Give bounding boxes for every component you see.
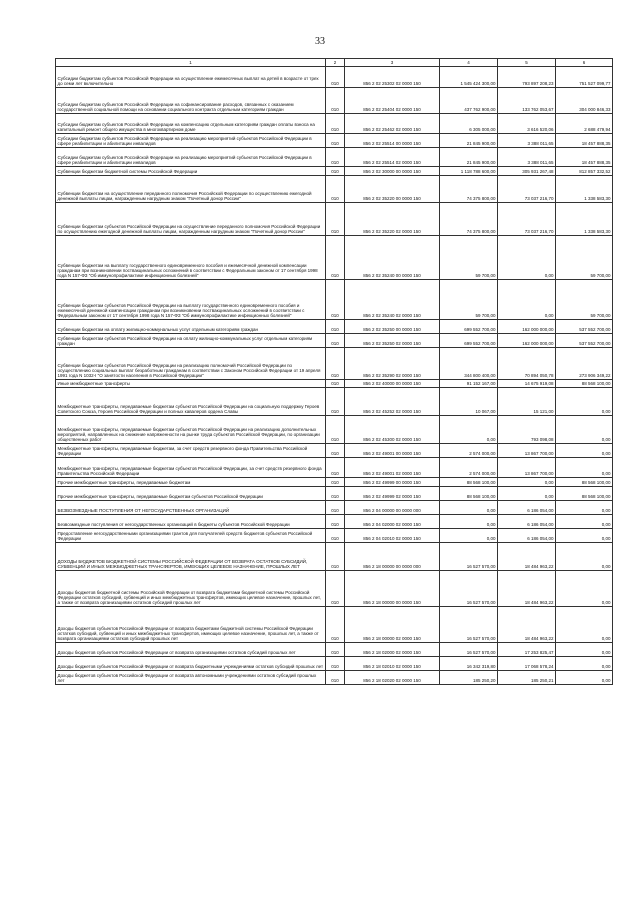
row-budget-code-cell: 856 2 02 49001 02 0000 150: [345, 458, 440, 478]
row-budget-code-cell: 856 2 18 00000 00 0000 000: [345, 543, 440, 571]
table-row: [56, 320, 613, 334]
row-name-cell: Доходы бюджетов субъектов Российской Федерации от возврата автономными учреждениями остатков субсидий прошлых лет: [56, 671, 326, 685]
row-approved-cell: 59 700,00: [440, 280, 498, 320]
table-row: [56, 444, 613, 458]
row-approved-cell: 185 250,20: [440, 671, 498, 685]
row-unexecuted-cell: 273 906 349,22: [556, 348, 613, 380]
row-approved-cell: 91 152 167,00: [440, 380, 498, 388]
row-name-cell: Безвозмездные поступления от негосударственных организаций в бюджеты субъектов Российской Федерации: [56, 515, 326, 529]
row-approved-cell: 21 845 900,00: [440, 148, 498, 167]
row-line-code-cell: 010: [326, 388, 345, 416]
row-unexecuted-cell: 0,00: [556, 657, 613, 671]
column-header: 2: [326, 59, 345, 67]
row-unexecuted-cell: 59 700,00: [556, 236, 613, 280]
table-row: [56, 458, 613, 478]
row-name-cell: Субсидии бюджетам субъектов Российской Федерации на реализацию мероприятий субъектов Российской Федерации в сфере реабилитации и абилитации инвалидов: [56, 134, 326, 148]
row-name-cell: Субвенции бюджетам на осуществление переданного полномочия Российской Федерации по осуществлению ежегодной денежной выплаты лицам, награжденным нагрудным знаком "Почетный донор России": [56, 176, 326, 203]
row-budget-code-cell: 856 2 18 02000 02 0000 150: [345, 643, 440, 657]
row-name-cell: Субвенции бюджетам на оплату жилищно-коммунальных услуг отдельным категориям граждан: [56, 320, 326, 334]
table-row: [56, 114, 613, 134]
row-line-code-cell: 010: [326, 134, 345, 148]
row-line-code-cell: 010: [326, 571, 345, 607]
row-unexecuted-cell: 0,00: [556, 571, 613, 607]
row-name-cell: Предоставление негосударственными организациями грантов для получателей средств бюджетов субъектов Российской Федерации: [56, 529, 326, 543]
row-unexecuted-cell: 537 552 700,00: [556, 320, 613, 334]
row-unexecuted-cell: 0,00: [556, 515, 613, 529]
table-row: [56, 543, 613, 571]
row-budget-code-cell: 856 2 02 35220 00 0000 150: [345, 176, 440, 203]
row-budget-code-cell: 856 2 18 02010 02 0000 150: [345, 657, 440, 671]
row-line-code-cell: 010: [326, 529, 345, 543]
table-row: [56, 487, 613, 501]
table-row: [56, 334, 613, 348]
row-unexecuted-cell: 0,00: [556, 444, 613, 458]
row-unexecuted-cell: 537 552 700,00: [556, 334, 613, 348]
row-line-code-cell: 010: [326, 236, 345, 280]
row-name-cell: ДОХОДЫ БЮДЖЕТОВ БЮДЖЕТНОЙ СИСТЕМЫ РОССИЙСКОЙ ФЕДЕРАЦИИ ОТ ВОЗВРАТА ОСТАТКОВ СУБСИДИЙ, СУБВЕНЦИЙ И ИНЫХ МЕЖБЮДЖЕТНЫХ ТРАНСФЕРТОВ, ИМЕЮЩИХ ЦЕЛЕВОЕ НАЗНАЧЕНИЕ, ПРОШЛЫХ ЛЕТ: [56, 543, 326, 571]
row-unexecuted-cell: 0,00: [556, 458, 613, 478]
row-line-code-cell: 010: [326, 280, 345, 320]
row-budget-code-cell: 856 2 02 25462 02 0000 150: [345, 114, 440, 134]
row-name-cell: Доходы бюджетов субъектов Российской Федерации от возврата бюджетными учреждениями остатков субсидий прошлых лет: [56, 657, 326, 671]
row-line-code-cell: 010: [326, 380, 345, 388]
row-executed-cell: 793 897 208,23: [498, 67, 556, 88]
row-budget-code-cell: 856 2 02 30000 00 0000 150: [345, 167, 440, 176]
row-budget-code-cell: 856 2 02 25514 00 0000 150: [345, 134, 440, 148]
row-line-code-cell: 010: [326, 501, 345, 515]
table-row: [56, 280, 613, 320]
row-name-cell: Субвенции бюджетам на выплату государственного единовременного пособия и ежемесячной денежной компенсации гражданам при возникновении поствакцинальных осложнений в соответствии с Федеральным законом от 17 сентября 1998 года N 157-ФЗ "Об иммунопрофилактике инфекционных болезней": [56, 236, 326, 280]
table-row: [56, 515, 613, 529]
row-name-cell: Субвенции бюджетам бюджетной системы Российской Федерации: [56, 167, 326, 176]
table-row: [56, 388, 613, 416]
row-approved-cell: 437 762 900,00: [440, 88, 498, 114]
row-budget-code-cell: 856 2 02 25514 02 0000 150: [345, 148, 440, 167]
budget-report-table: [55, 58, 613, 685]
row-name-cell: Субсидии бюджетам субъектов Российской Федерации на осуществление ежемесячных выплат на детей в возрасте от трех до семи лет включительно: [56, 67, 326, 88]
table-row: [56, 671, 613, 685]
row-executed-cell: 162 000 000,00: [498, 334, 556, 348]
row-line-code-cell: 010: [326, 334, 345, 348]
row-executed-cell: 3 388 011,65: [498, 148, 556, 167]
row-budget-code-cell: 856 2 02 49999 02 0000 150: [345, 487, 440, 501]
row-executed-cell: 3 616 520,06: [498, 114, 556, 134]
row-line-code-cell: 010: [326, 176, 345, 203]
row-line-code-cell: 010: [326, 67, 345, 88]
report-body: [56, 67, 613, 685]
row-line-code-cell: 010: [326, 643, 345, 657]
row-line-code-cell: 010: [326, 607, 345, 643]
row-unexecuted-cell: 812 857 332,52: [556, 167, 613, 176]
row-line-code-cell: 010: [326, 114, 345, 134]
row-approved-cell: 2 574 000,00: [440, 458, 498, 478]
row-executed-cell: 17 068 578,24: [498, 657, 556, 671]
column-header: 1: [56, 59, 326, 67]
row-executed-cell: 14 675 919,08: [498, 380, 556, 388]
table-row: [56, 134, 613, 148]
row-budget-code-cell: 856 2 04 02000 02 0000 150: [345, 515, 440, 529]
row-name-cell: Субвенции бюджетам субъектов Российской Федерации на осуществление переданного полномочия Российской Федерации по осуществлению ежегодной денежной выплаты лицам, награжденным нагрудным знаком "Почетный донор России": [56, 203, 326, 236]
row-executed-cell: 15 121,00: [498, 388, 556, 416]
table-row: [56, 88, 613, 114]
column-header: 5: [498, 59, 556, 67]
row-line-code-cell: 010: [326, 148, 345, 167]
row-line-code-cell: 010: [326, 444, 345, 458]
row-executed-cell: 185 250,21: [498, 671, 556, 685]
row-budget-code-cell: 856 2 02 35250 00 0000 150: [345, 320, 440, 334]
row-unexecuted-cell: 88 568 100,00: [556, 478, 613, 487]
row-executed-cell: 6 186 054,00: [498, 529, 556, 543]
table-row: [56, 416, 613, 444]
row-name-cell: Доходы бюджетов субъектов Российской Федерации от возврата бюджетами бюджетной системы Российской Федерации остатков субсидий, субвенций и иных межбюджетных трансфертов, имеющих целевое назначение, прошлых лет, а также от возврата организациями остатков субсидий прошлых лет: [56, 607, 326, 643]
row-unexecuted-cell: 304 000 846,33: [556, 88, 613, 114]
row-budget-code-cell: 856 2 02 45300 02 0000 150: [345, 416, 440, 444]
row-unexecuted-cell: 18 457 888,35: [556, 134, 613, 148]
row-unexecuted-cell: 0,00: [556, 643, 613, 657]
table-row: [56, 236, 613, 280]
table-row: [56, 348, 613, 380]
row-unexecuted-cell: 88 568 100,00: [556, 380, 613, 388]
row-line-code-cell: 010: [326, 416, 345, 444]
row-unexecuted-cell: 0,00: [556, 529, 613, 543]
row-budget-code-cell: 856 2 04 00000 00 0000 000: [345, 501, 440, 515]
page-number: 33: [315, 36, 325, 47]
row-name-cell: Прочие межбюджетные трансферты, передаваемые бюджетам субъектов Российской Федерации: [56, 487, 326, 501]
row-executed-cell: 73 037 216,70: [498, 176, 556, 203]
column-header: 6: [556, 59, 613, 67]
row-approved-cell: 344 800 400,00: [440, 348, 498, 380]
row-budget-code-cell: 856 2 02 25404 02 0000 150: [345, 88, 440, 114]
row-name-cell: Субвенции бюджетам субъектов Российской Федерации на выплату государственного единовременного пособия и ежемесячной денежной компенсации гражданам при возникновении поствакцинальных осложнений в соответствии с Федеральным законом от 17 сентября 1998 года N 157-ФЗ "Об иммунопрофилактике инфекционных болезней": [56, 280, 326, 320]
row-executed-cell: 70 894 050,78: [498, 348, 556, 380]
row-name-cell: Субсидии бюджетам субъектов Российской Федерации на компенсацию отдельным категориям граждан оплаты взноса на капитальный ремонт общего имущества в многоквартирном доме: [56, 114, 326, 134]
row-unexecuted-cell: 0,00: [556, 388, 613, 416]
table-row: [56, 529, 613, 543]
row-line-code-cell: 010: [326, 88, 345, 114]
row-executed-cell: 305 931 267,48: [498, 167, 556, 176]
row-approved-cell: 0,00: [440, 515, 498, 529]
table-row: [56, 657, 613, 671]
row-unexecuted-cell: 0,00: [556, 607, 613, 643]
table-row: [56, 203, 613, 236]
row-executed-cell: 73 037 216,70: [498, 203, 556, 236]
table-row: [56, 478, 613, 487]
row-executed-cell: 162 000 000,00: [498, 320, 556, 334]
table-row: [56, 167, 613, 176]
row-approved-cell: 16 527 570,00: [440, 643, 498, 657]
row-approved-cell: 1 545 424 300,00: [440, 67, 498, 88]
row-name-cell: Иные межбюджетные трансферты: [56, 380, 326, 388]
row-approved-cell: 21 845 900,00: [440, 134, 498, 148]
row-approved-cell: 16 527 570,00: [440, 543, 498, 571]
table-row: [56, 148, 613, 167]
row-approved-cell: 16 527 570,00: [440, 607, 498, 643]
row-approved-cell: 74 375 800,00: [440, 203, 498, 236]
row-unexecuted-cell: 88 568 100,00: [556, 487, 613, 501]
row-name-cell: Межбюджетные трансферты, передаваемые бюджетам субъектов Российской Федерации на реализацию дополнительных мероприятий, направленных на снижение напряженности на рынке труда субъектов Российской Федерации, по организации общественных работ: [56, 416, 326, 444]
row-executed-cell: 17 253 825,47: [498, 643, 556, 657]
row-budget-code-cell: 856 2 02 45252 02 0000 150: [345, 388, 440, 416]
row-approved-cell: 74 375 800,00: [440, 176, 498, 203]
row-approved-cell: 2 574 000,00: [440, 444, 498, 458]
row-budget-code-cell: 856 2 02 35240 00 0000 150: [345, 236, 440, 280]
row-executed-cell: 0,00: [498, 478, 556, 487]
row-executed-cell: 18 484 963,22: [498, 543, 556, 571]
row-executed-cell: 133 762 053,67: [498, 88, 556, 114]
row-executed-cell: 13 867 700,00: [498, 444, 556, 458]
table-row: [56, 607, 613, 643]
row-executed-cell: 6 186 054,00: [498, 501, 556, 515]
row-approved-cell: 699 552 700,00: [440, 320, 498, 334]
column-header: 3: [345, 59, 440, 67]
row-executed-cell: 0,00: [498, 280, 556, 320]
row-approved-cell: 16 342 319,80: [440, 657, 498, 671]
table-row: [56, 67, 613, 88]
row-budget-code-cell: 856 2 02 35240 02 0000 150: [345, 280, 440, 320]
row-approved-cell: 16 527 570,00: [440, 571, 498, 607]
row-executed-cell: 6 186 054,00: [498, 515, 556, 529]
row-line-code-cell: 010: [326, 203, 345, 236]
row-line-code-cell: 010: [326, 671, 345, 685]
row-executed-cell: 18 484 963,22: [498, 607, 556, 643]
row-name-cell: Межбюджетные трансферты, передаваемые бюджетам субъектов Российской Федерации на социальную поддержку Героев Советского Союза, Героев Российской Федерации и полных кавалеров ордена Славы: [56, 388, 326, 416]
row-unexecuted-cell: 1 338 583,30: [556, 203, 613, 236]
row-name-cell: Субвенции бюджетам субъектов Российской Федерации на реализацию полномочий Российской Федерации по осуществлению социальных выплат безработным гражданам в соответствии с Законом Российской Федерации от 19 апреля 1991 года N 1032-I "О занятости населения в Российской Федерации": [56, 348, 326, 380]
row-approved-cell: 699 552 700,00: [440, 334, 498, 348]
column-header: 4: [440, 59, 498, 67]
row-budget-code-cell: 856 2 02 49001 00 0000 150: [345, 444, 440, 458]
row-approved-cell: 6 305 000,00: [440, 114, 498, 134]
row-budget-code-cell: 856 2 02 35220 02 0000 150: [345, 203, 440, 236]
table-row: [56, 380, 613, 388]
row-budget-code-cell: 856 2 02 40000 00 0000 150: [345, 380, 440, 388]
row-unexecuted-cell: 0,00: [556, 671, 613, 685]
row-approved-cell: 1 118 788 600,00: [440, 167, 498, 176]
row-name-cell: Межбюджетные трансферты, передаваемые бюджетам, за счет средств резервного фонда Правительства Российской Федерации: [56, 444, 326, 458]
row-unexecuted-cell: 2 688 479,94: [556, 114, 613, 134]
table-row: [56, 571, 613, 607]
row-line-code-cell: 010: [326, 515, 345, 529]
row-line-code-cell: 010: [326, 458, 345, 478]
row-executed-cell: 18 484 963,22: [498, 571, 556, 607]
row-line-code-cell: 010: [326, 348, 345, 380]
row-budget-code-cell: 856 2 02 35250 02 0000 150: [345, 334, 440, 348]
row-approved-cell: 0,00: [440, 529, 498, 543]
row-approved-cell: 0,00: [440, 416, 498, 444]
row-name-cell: Доходы бюджетов бюджетной системы Российской Федерации от возврата бюджетами бюджетной системы Российской Федерации остатков субсидий, субвенций и иных межбюджетных трансфертов, имеющих целевое назначение, прошлых лет, а также от возврата организациями остатков субсидий прошлых лет: [56, 571, 326, 607]
row-budget-code-cell: 856 2 18 00000 00 0000 150: [345, 571, 440, 607]
row-executed-cell: 13 867 700,00: [498, 458, 556, 478]
row-executed-cell: 793 098,08: [498, 416, 556, 444]
row-approved-cell: 88 568 100,00: [440, 487, 498, 501]
row-budget-code-cell: 856 2 02 25302 02 0000 150: [345, 67, 440, 88]
row-unexecuted-cell: 59 700,00: [556, 280, 613, 320]
table-row: [56, 643, 613, 657]
row-unexecuted-cell: 0,00: [556, 543, 613, 571]
row-budget-code-cell: 856 2 02 49999 00 0000 150: [345, 478, 440, 487]
row-line-code-cell: 010: [326, 320, 345, 334]
row-executed-cell: 0,00: [498, 236, 556, 280]
row-budget-code-cell: 856 2 04 02010 02 0000 150: [345, 529, 440, 543]
row-budget-code-cell: 856 2 02 35290 02 0000 150: [345, 348, 440, 380]
row-line-code-cell: 010: [326, 543, 345, 571]
row-name-cell: Субсидии бюджетам субъектов Российской Федерации на софинансирование расходов, связанных с оказанием государственной социальной помощи на основании социального контракта отдельным категориям граждан: [56, 88, 326, 114]
row-unexecuted-cell: 1 338 583,30: [556, 176, 613, 203]
row-name-cell: Субсидии бюджетам субъектов Российской Федерации на реализацию мероприятий субъектов Российской Федерации в сфере реабилитации и абилитации инвалидов: [56, 148, 326, 167]
row-name-cell: Доходы бюджетов субъектов Российской Федерации от возврата организациями остатков субсидий прошлых лет: [56, 643, 326, 657]
row-name-cell: Межбюджетные трансферты, передаваемые бюджетам субъектов Российской Федерации, за счет средств резервного фонда Правительства Российской Федерации: [56, 458, 326, 478]
row-name-cell: Прочие межбюджетные трансферты, передаваемые бюджетам: [56, 478, 326, 487]
row-name-cell: БЕЗВОЗМЕЗДНЫЕ ПОСТУПЛЕНИЯ ОТ НЕГОСУДАРСТВЕННЫХ ОРГАНИЗАЦИЙ: [56, 501, 326, 515]
row-budget-code-cell: 856 2 18 00000 02 0000 150: [345, 607, 440, 643]
row-executed-cell: 0,00: [498, 487, 556, 501]
row-budget-code-cell: 856 2 18 02020 02 0000 150: [345, 671, 440, 685]
row-approved-cell: 59 700,00: [440, 236, 498, 280]
row-unexecuted-cell: 0,00: [556, 501, 613, 515]
row-line-code-cell: 010: [326, 478, 345, 487]
table-row: [56, 501, 613, 515]
row-executed-cell: 3 388 011,65: [498, 134, 556, 148]
row-line-code-cell: 010: [326, 487, 345, 501]
row-line-code-cell: 010: [326, 167, 345, 176]
column-number-row: [56, 59, 613, 67]
row-name-cell: Субвенции бюджетам субъектов Российской Федерации на оплату жилищно-коммунальных услуг отдельным категориям граждан: [56, 334, 326, 348]
row-unexecuted-cell: 18 457 888,35: [556, 148, 613, 167]
row-unexecuted-cell: 0,00: [556, 416, 613, 444]
row-approved-cell: 10 067,00: [440, 388, 498, 416]
row-line-code-cell: 010: [326, 657, 345, 671]
row-approved-cell: 0,00: [440, 501, 498, 515]
row-unexecuted-cell: 751 527 099,77: [556, 67, 613, 88]
table-row: [56, 176, 613, 203]
row-approved-cell: 88 568 100,00: [440, 478, 498, 487]
